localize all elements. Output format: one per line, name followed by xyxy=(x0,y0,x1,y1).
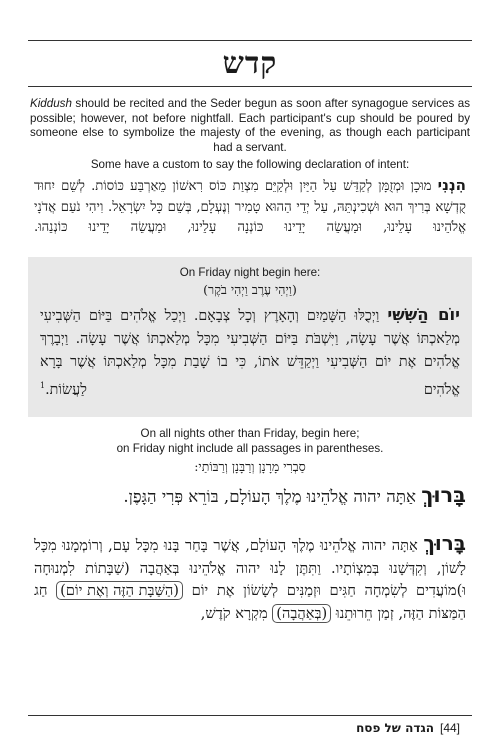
friday-note: On Friday night begin here: xyxy=(179,266,321,279)
all-nights-note xyxy=(0,427,500,456)
page-footer xyxy=(356,721,460,735)
book-title: הגדה של פסח xyxy=(356,721,434,735)
vayehi-line: (וַיְהִי עֶרֶב וַיְהִי בֹקֶר) xyxy=(203,282,297,297)
custom-note: Some have a custom to say the following declaration of intent: xyxy=(90,158,410,171)
yom-hashishi-lead: יוֹם הַשִּׁשִּׁי xyxy=(387,305,460,324)
blessing-wine-text: אַתָּה יהוה אֱלֹהֵינוּ מֶלֶךְ הָעוֹלָם, בּוֹרֵא פְּרִי הַגָּפֶן. xyxy=(123,487,422,506)
top-rule xyxy=(28,40,472,41)
intro-italic-word: Kiddush xyxy=(30,97,72,110)
footer-rule xyxy=(28,715,472,716)
intro-paragraph xyxy=(30,97,470,155)
page-number: [44] xyxy=(439,721,460,735)
blessing-kiddush-text-3: חַג הַמַּצּוֹת הַזֶּה, זְמַן חֵרוּתֵנוּ xyxy=(34,582,466,622)
intent-text: מוּכָן וּמְזֻמָּן לְקַדֵּשׁ עַל הַיַּיִן וּלְקַיֵּם מִצְוַת כּוֹס רִאשׁוֹן מֵאַרְבַּע כּוֹסוֹת. לְשֵׁם יִחוּד קֻדְשָׁא בְּרִיךְ הוּא וּשְׁכִינְתֵּהּ, עַל יְדֵי הַהוּא טָמִיר וְנֶעְלָם, בְּשֵׁם כָּל יִשְׂרָאֵל. וִיהִי נֹעַם אֲדֹנָי אֱלֹהֵינוּ עָלֵינוּ, וּמַעֲשֵׂה יָדֵינוּ כּוֹנְנָה עָלֵינוּ, וּמַעֲשֵׂה יָדֵינוּ כּוֹנְנֵהוּ. xyxy=(34,179,466,235)
all-nights-line1: On all nights other than Friday, begin here; xyxy=(140,427,360,440)
section-title: קדש xyxy=(222,46,278,81)
intent-lead-word: הִנְנִי xyxy=(437,176,466,194)
blessing-kiddush-lead: בָּרוּךְ xyxy=(423,531,466,555)
boxed-shabbat-phrase: (הַשַּׁבָּת הַזֶּה וְאֶת יוֹם) xyxy=(56,581,183,600)
savri-line: סַבְרִי מָרָנָן וְרַבָּנָן וְרַבּוֹתַי: xyxy=(194,459,306,474)
vayechulu-paragraph xyxy=(40,303,460,402)
boxed-beahava: (בְּאַהֲבָה) xyxy=(272,604,331,623)
footnote-marker: 1 xyxy=(40,381,46,390)
blessing-kiddush-text-1: אַתָּה יהוה אֱלֹהֵינוּ מֶלֶךְ הָעוֹלָם, אֲשֶׁר בָּחַר בָּנוּ מִכָּל עָם, וְרוֹמְמָנוּ מִכָּל לָשׁוֹן, וְקִדְּשָׁנוּ בְּמִצְוֹתָיו. וַתִּתֶּן לָנוּ יהוה אֱלֹהֵינוּ בְּאַהֲבָה xyxy=(34,537,466,577)
declaration-of-intent xyxy=(34,175,466,239)
vayechulu-text: וַיְכֻלּוּ הַשָּׁמַיִם וְהָאָרֶץ וְכָל צְבָאָם. וַיְכַל אֱלֹהִים בַּיּוֹם הַשְּׁבִיעִי מְלַאכְתּוֹ אֲשֶׁר עָשָׂה, וַיִּשְׁבֹּת בַּיּוֹם הַשְּׁבִיעִי מִכָּל מְלַאכְתּוֹ אֲשֶׁר עָשָׂה. וַיְבָרֶךְ אֱלֹהִים אֶת יוֹם הַשְּׁבִיעִי וַיְקַדֵּשׁ אֹתוֹ, כִּי בוֹ שָׁבַת מִכָּל מְלַאכְתּוֹ אֲשֶׁר בָּרָא אֱלֹהִים לַעֲשׂוֹת. xyxy=(40,308,460,398)
title-underline xyxy=(28,86,472,87)
parenthetical-shabbat: (שַׁבָּתוֹת לִמְנוּחָה וּ) xyxy=(34,559,466,600)
blessing-wine xyxy=(34,482,466,510)
blessing-kiddush xyxy=(34,532,466,625)
blessing-kiddush-text-2: מוֹעֲדִים לְשִׂמְחָה חַגִּים וּזְמַנִּים לְשָׂשׂוֹן אֶת יוֹם xyxy=(182,582,457,600)
blessing-kiddush-text-4: מִקְרָא קֹדֶשׁ, xyxy=(200,604,273,622)
all-nights-line2: on Friday night include all passages in parentheses. xyxy=(116,441,384,455)
blessing-wine-lead: בָּרוּךְ xyxy=(421,483,466,507)
intro-text: should be recited and the Seder begun as soon after synagogue services as possible; however, not before nightfall. Each participant's cup should be poured by someone else to symbolize the majesty of the evening, as though each participant had a servant. xyxy=(30,97,470,154)
